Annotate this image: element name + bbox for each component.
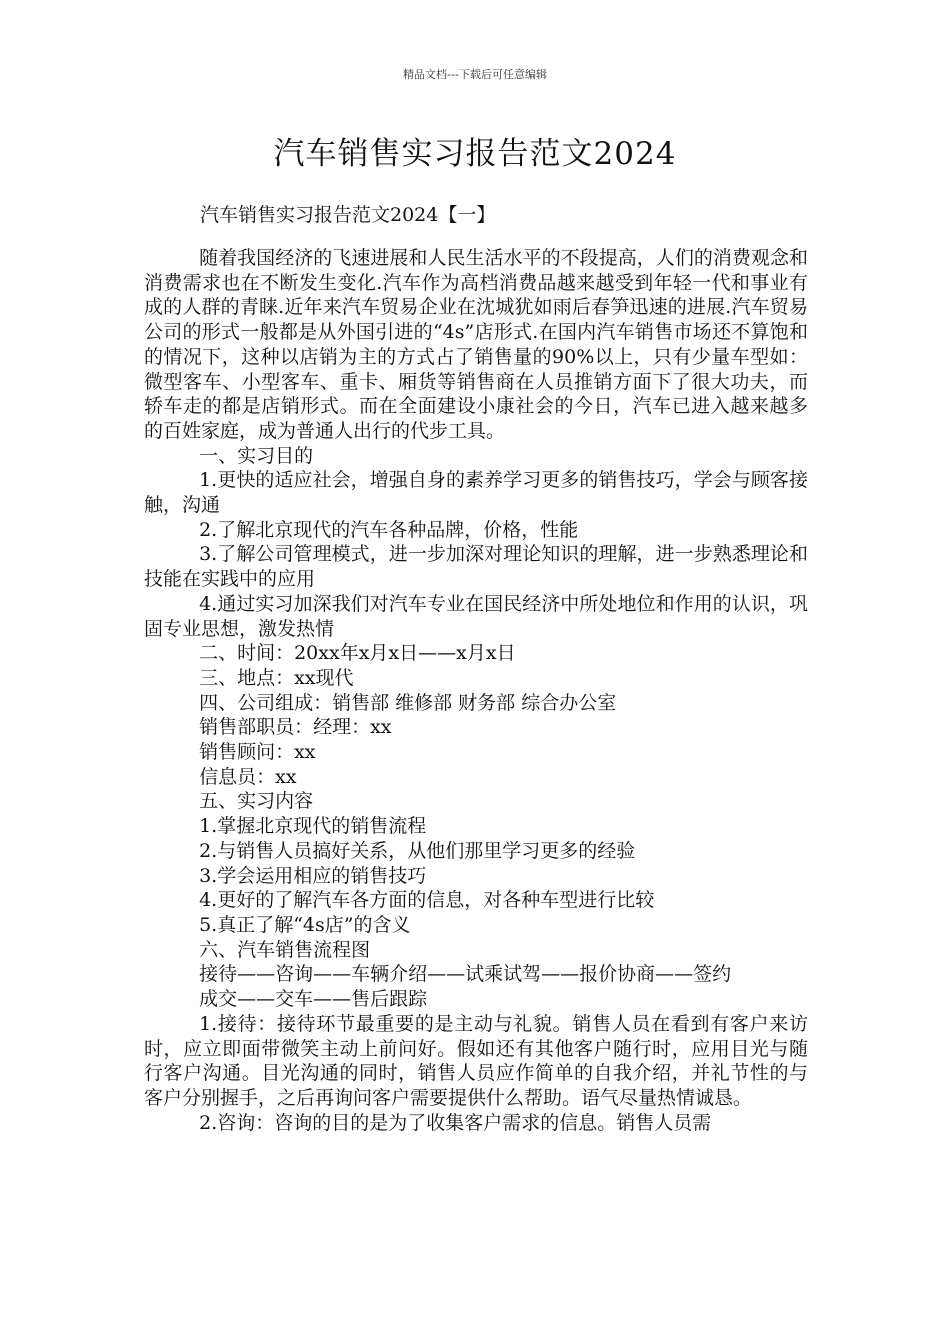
list-item: 5.真正了解“4s店”的含义 [199,913,411,936]
heading-flow: 六、汽车销售流程图 [199,938,371,961]
flow-line: 接待——咨询——车辆介绍——试乘试驾——报价协商——签约 [199,963,732,986]
list-item: 4.通过实习加深我们对汽车专业在国民经济中所处地位和作用的认识，巩固专业思想，激发热情 [144,592,808,640]
paragraph-reception: 1.接待：接待环节最重要的是主动与礼貌。销售人员在看到有客户来访时，应立即面带微笑主动上前问好。假如还有其他客户随行时，应用目光与随行客户沟通。目光沟通的同时，销售人员应作简单的自我介绍，并礼节性的与客户分别握手，之后再询问客户需要提供什么帮助。语气尽量热情诚恳。 [144,1012,808,1109]
section-heading: 汽车销售实习报告范文2024【一】 [200,204,496,226]
staff-line: 信息员：xx [199,765,297,788]
heading-company: 四、公司组成：销售部 维修部 财务部 综合办公室 [199,691,617,714]
document-body [144,246,808,1135]
staff-line: 销售部职员：经理：xx [199,716,392,739]
list-item: 2.与销售人员搞好关系，从他们那里学习更多的经验 [199,839,636,862]
heading-location: 三、地点：xx现代 [199,666,354,689]
heading-purpose: 一、实习目的 [199,444,314,467]
flow-line: 成交——交车——售后跟踪 [199,988,428,1011]
list-item: 1.更快的适应社会，增强自身的素养学习更多的销售技巧，学会与顾客接触，沟通 [144,469,808,517]
staff-line: 销售顾问：xx [199,741,316,764]
document-title: 汽车销售实习报告范文2024 [273,136,677,172]
paragraph-intro: 随着我国经济的飞速进展和人民生活水平的不段提高，人们的消费观念和消费需求也在不断发生变化.汽车作为高档消费品越来越受到年轻一代和事业有成的人群的青睐.近年来汽车贸易企业在沈城犹如雨后春笋迅速的进展.汽车贸易公司的形式一般都是从外国引进的“4s”店形式.在国内汽车销售市场还不算饱和的情况下，这种以店销为主的方式占了销售量的90%以上，只有少量车型如：微型客车、小型客车、重卡、厢货等销售商在人员推销方面下了很大功夫，而轿车走的都是店销形式。而在全面建设小康社会的今日，汽车已进入越来越多的百姓家庭，成为普通人出行的代步工具。 [144,247,808,442]
list-item: 2.了解北京现代的汽车各种品牌，价格，性能 [199,518,579,541]
heading-time: 二、时间：20xx年x月x日——x月x日 [199,642,516,665]
list-item: 3.学会运用相应的销售技巧 [199,864,427,887]
header-note: 精品文档---下载后可任意编辑 [403,68,547,81]
heading-content: 五、实习内容 [199,790,314,813]
list-item: 4.更好的了解汽车各方面的信息，对各种车型进行比较 [199,889,655,912]
list-item: 1.掌握北京现代的销售流程 [199,815,427,838]
paragraph-consult: 2.咨询：咨询的目的是为了收集客户需求的信息。销售人员需 [199,1111,712,1134]
list-item: 3.了解公司管理模式，进一步加深对理论知识的理解，进一步熟悉理论和技能在实践中的应用 [144,543,808,591]
